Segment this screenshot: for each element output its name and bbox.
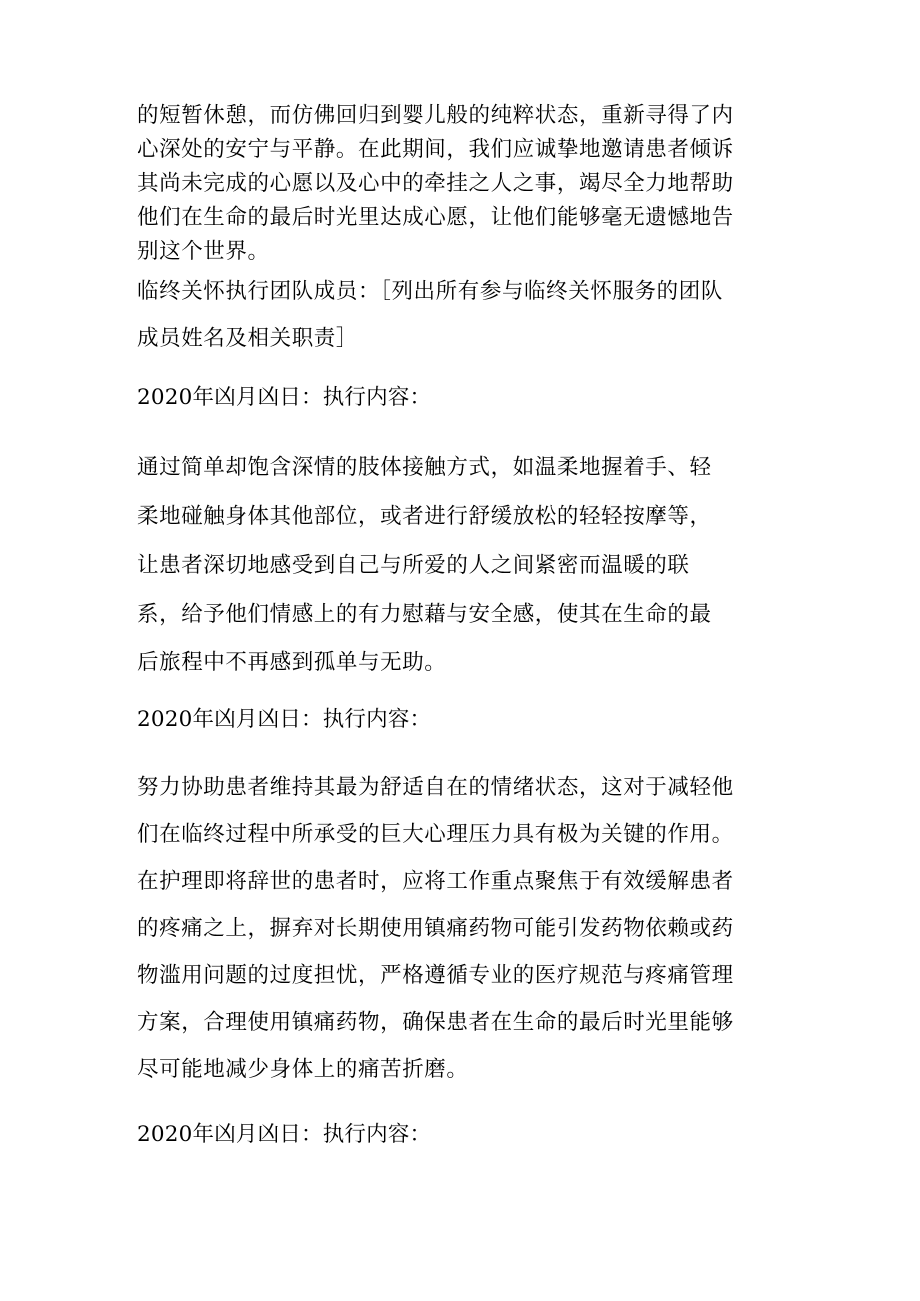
paragraph-line: 他们在生命的最后时光里达成心愿，让他们能够毫无遗憾地告: [137, 205, 734, 230]
paragraph-line: 其尚未完成的心愿以及心中的牵挂之人之事，竭尽全力地帮助: [137, 171, 734, 196]
paragraph-line: 让患者深切地感受到自己与所爱的人之间紧密而温暖的联: [137, 553, 690, 578]
paragraph-line: 方案，合理使用镇痛药物，确保患者在生命的最后时光里能够: [137, 1010, 734, 1035]
paragraph-line: 通过简单却饱含深情的肢体接触方式，如温柔地握着手、轻: [137, 455, 712, 480]
date-entry: 2020年凶月凶日：执行内容：: [137, 385, 432, 410]
team-line: 临终关怀执行团队成员：［列出所有参与临终关怀服务的团队: [137, 279, 723, 304]
paragraph-line: 系，给予他们情感上的有力慰藉与安全感，使其在生命的最: [137, 602, 712, 627]
paragraph-line: 努力协助患者维持其最为舒适自在的情绪状态，这对于减轻他: [137, 775, 734, 800]
paragraph-line: 们在临终过程中所承受的巨大心理压力具有极为关键的作用。: [137, 822, 734, 847]
paragraph-line: 尽可能地减少身体上的痛苦折磨。: [137, 1057, 469, 1082]
paragraph-line: 的疼痛之上，摒弃对长期使用镇痛药物可能引发药物依赖或药: [137, 916, 734, 941]
paragraph-line: 物滥用问题的过度担忧，严格遵循专业的医疗规范与疼痛管理: [137, 963, 734, 988]
paragraph-line: 的短暂休憩，而仿佛回归到婴儿般的纯粹状态，重新寻得了内: [137, 103, 734, 128]
paragraph-line: 后旅程中不再感到孤单与无助。: [137, 650, 447, 675]
paragraph-line: 心深处的安宁与平静。在此期间，我们应诚挚地邀请患者倾诉: [137, 137, 734, 162]
date-entry: 2020年凶月凶日：执行内容：: [137, 1122, 432, 1147]
paragraph-line: 柔地碰触身体其他部位，或者进行舒缓放松的轻轻按摩等，: [137, 504, 712, 529]
paragraph-line: 别这个世界。: [137, 239, 270, 264]
paragraph-line: 在护理即将辞世的患者时，应将工作重点聚焦于有效缓解患者: [137, 869, 734, 894]
team-line: 成员姓名及相关职责］: [137, 326, 359, 351]
date-entry: 2020年凶月凶日：执行内容：: [137, 707, 432, 732]
